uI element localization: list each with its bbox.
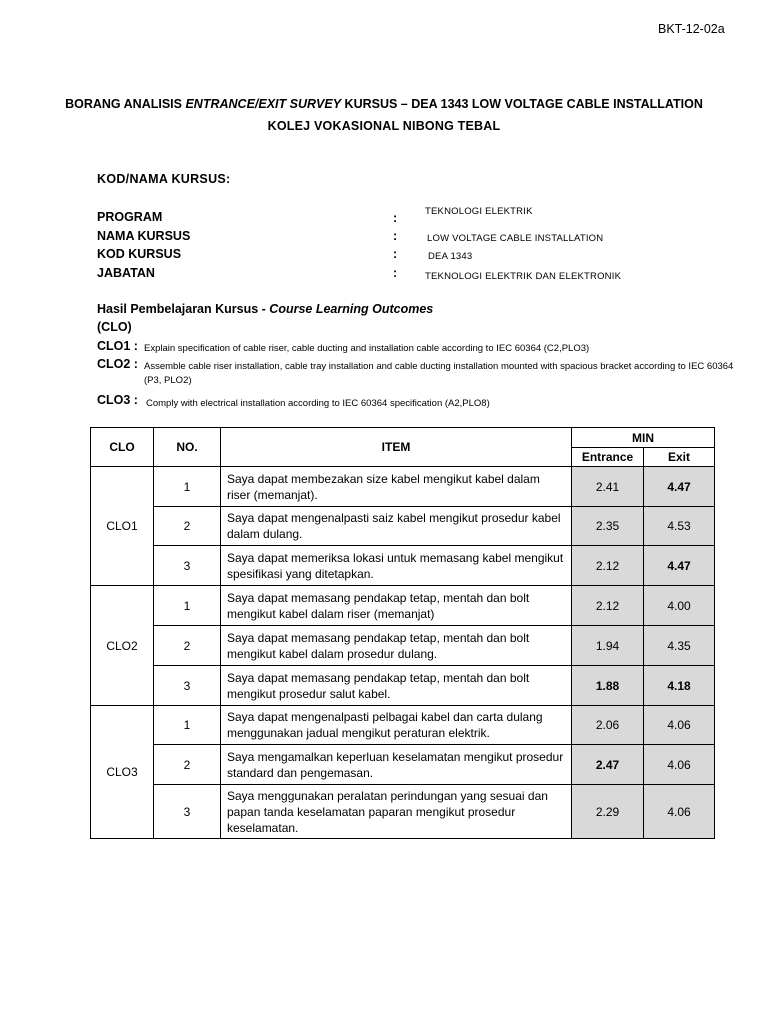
clo3-description: Comply with electrical installation according to IEC 60364 specification (A2,PLO8): [146, 398, 490, 409]
header-entrance: Entrance: [572, 448, 644, 467]
kod-kursus-colon: :: [393, 247, 398, 261]
header-exit: Exit: [644, 448, 715, 467]
row-number: 2: [154, 507, 221, 546]
outcomes-heading-short: (CLO): [97, 320, 132, 334]
kod-kursus-value: DEA 1343: [428, 251, 473, 262]
kod-nama-heading: KOD/NAMA KURSUS:: [97, 172, 231, 186]
row-number: 2: [154, 626, 221, 666]
title-prefix: BORANG ANALISIS: [65, 97, 186, 111]
row-item: Saya mengamalkan keperluan keselamatan mengikut prosedur standard dan pengemasan.: [221, 745, 572, 785]
clo-group-label: CLO3: [91, 706, 154, 839]
row-item: Saya dapat memasang pendakap tetap, mentah dan bolt mengikut prosedur salut kabel.: [221, 666, 572, 706]
table-row: [91, 586, 715, 626]
clo2-key: CLO2 :: [97, 357, 138, 371]
exit-value: 4.35: [644, 626, 715, 666]
row-item: Saya dapat membezakan size kabel mengikut kabel dalam riser (memanjat).: [221, 467, 572, 507]
table-row: [91, 745, 715, 785]
row-item: Saya dapat memeriksa lokasi untuk memasang kabel mengikut spesifikasi yang ditetapkan.: [221, 546, 572, 586]
row-number: 1: [154, 586, 221, 626]
kod-kursus-label: KOD KURSUS: [97, 247, 182, 261]
table-row: [91, 507, 715, 546]
program-label: PROGRAM: [97, 210, 163, 224]
entrance-value: 2.06: [572, 706, 644, 745]
row-number: 1: [154, 706, 221, 745]
clo3-key: CLO3 :: [97, 393, 138, 407]
clo-group-label: CLO2: [91, 586, 154, 706]
outcomes-heading-prefix: Hasil Pembelajaran Kursus -: [97, 302, 270, 316]
exit-value: 4.18: [644, 666, 715, 706]
table-row: [91, 626, 715, 666]
entrance-value: 2.12: [572, 546, 644, 586]
exit-value: 4.06: [644, 785, 715, 839]
document-id: BKT-12-02a: [658, 22, 725, 36]
row-item: Saya dapat memasang pendakap tetap, mentah dan bolt mengikut kabel dalam riser (memanjat): [221, 586, 572, 626]
exit-value: 4.06: [644, 706, 715, 745]
exit-value: 4.47: [644, 546, 715, 586]
college-name: KOLEJ VOKASIONAL NIBONG TEBAL: [267, 119, 501, 133]
header-item: ITEM: [221, 428, 572, 467]
program-value: TEKNOLOGI ELEKTRIK: [425, 206, 533, 217]
program-colon: :: [393, 211, 398, 225]
row-number: 3: [154, 666, 221, 706]
clo1-key: CLO1 :: [97, 339, 138, 353]
entrance-value: 1.94: [572, 626, 644, 666]
table-row: [91, 467, 715, 507]
entrance-value: 1.88: [572, 666, 644, 706]
row-number: 2: [154, 745, 221, 785]
entrance-value: 2.35: [572, 507, 644, 546]
table-row: [91, 546, 715, 586]
exit-value: 4.53: [644, 507, 715, 546]
row-number: 3: [154, 546, 221, 586]
nama-kursus-value: LOW VOLTAGE CABLE INSTALLATION: [427, 233, 604, 244]
entrance-value: 2.29: [572, 785, 644, 839]
row-item: Saya dapat mengenalpasti saiz kabel mengikut prosedur kabel dalam dulang.: [221, 507, 572, 546]
row-item: Saya dapat mengenalpasti pelbagai kabel dan carta dulang menggunakan jadual mengikut peraturan elektrik.: [221, 706, 572, 745]
entrance-value: 2.12: [572, 586, 644, 626]
document-title: [0, 97, 768, 111]
exit-value: 4.06: [644, 745, 715, 785]
clo-group-label: CLO1: [91, 467, 154, 586]
jabatan-value: TEKNOLOGI ELEKTRIK DAN ELEKTRONIK: [425, 271, 622, 282]
row-item: Saya dapat memasang pendakap tetap, mentah dan bolt mengikut kabel dalam prosedur dulang.: [221, 626, 572, 666]
row-number: 1: [154, 467, 221, 507]
clo1-description: Explain specification of cable riser, cable ducting and installation cable according to IEC 60364 (C2,PLO3): [144, 343, 590, 354]
nama-kursus-label: NAMA KURSUS: [97, 229, 191, 243]
outcomes-heading-italic: Course Learning Outcomes: [269, 302, 434, 316]
title-italic: ENTRANCE/EXIT SURVEY: [185, 97, 342, 111]
table-row: [91, 706, 715, 745]
row-item: Saya menggunakan peralatan perindungan yang sesuai dan papan tanda keselamatan paparan mengikut prosedur keselamatan.: [221, 785, 572, 839]
row-number: 3: [154, 785, 221, 839]
exit-value: 4.47: [644, 467, 715, 507]
survey-table: [90, 427, 715, 839]
header-no: NO.: [154, 428, 221, 467]
clo2-description: Assemble cable riser installation, cable tray installation and cable ducting installation mounted with spacious bracket according to IEC 60364 (P3, PLO2): [144, 361, 734, 386]
table-row: [91, 666, 715, 706]
outcomes-heading: [97, 302, 433, 316]
header-min: MIN: [572, 428, 715, 448]
table-row: [91, 785, 715, 839]
jabatan-label: JABATAN: [97, 266, 155, 280]
jabatan-colon: :: [393, 266, 398, 280]
title-suffix: KURSUS – DEA 1343 LOW VOLTAGE CABLE INSTALLATION: [341, 97, 703, 111]
nama-kursus-colon: :: [393, 229, 398, 243]
entrance-value: 2.47: [572, 745, 644, 785]
header-clo: CLO: [91, 428, 154, 467]
exit-value: 4.00: [644, 586, 715, 626]
entrance-value: 2.41: [572, 467, 644, 507]
